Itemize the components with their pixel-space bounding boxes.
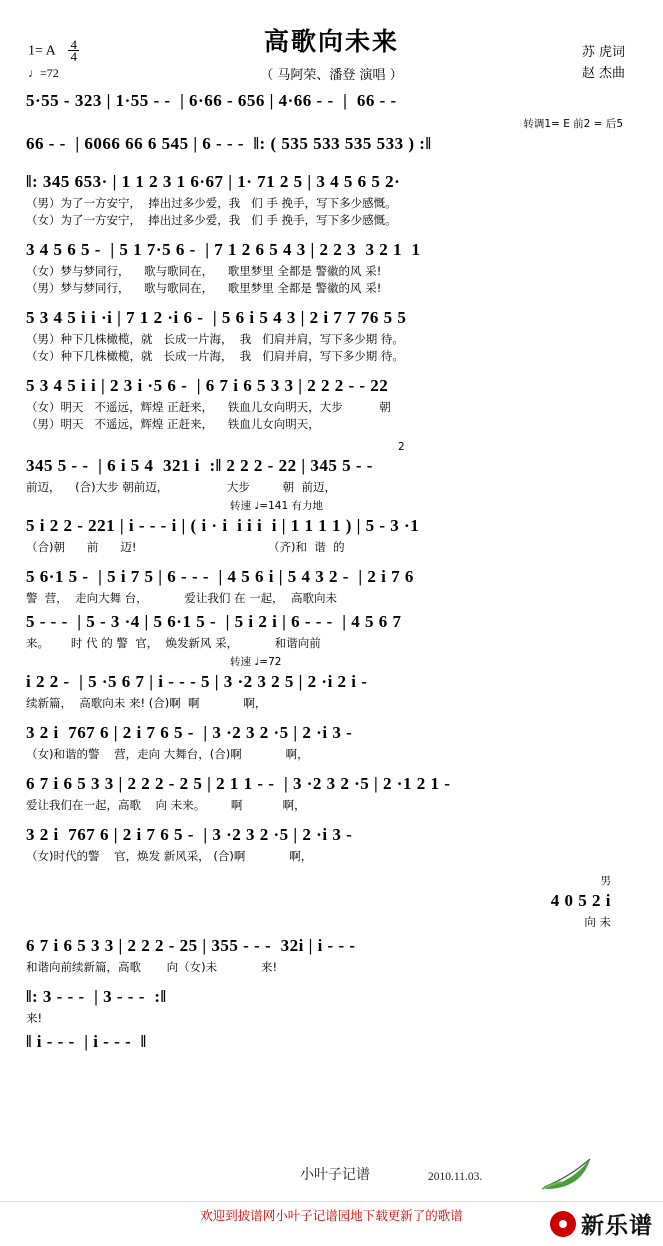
tempo-change-annotation-2: 转速 ♩=72 — [230, 656, 282, 668]
modulation-annotation: 转调1= E 前2 = 后5 — [523, 118, 623, 130]
note-row: 6 7 i 6 5 3 3 | 2 2 2 - 2 5 | 2 1 1 - - | 3 ·2 3 2 ·5 | 2 ·1 2 1 - — [26, 774, 451, 793]
composer-credit: 赵 杰曲 — [581, 66, 625, 81]
lyric-row: 警 营， 走向大舞 台， 爱让我们 在 一起， 高歌向未 — [26, 591, 337, 605]
lyric-row-male: （男）种下几株橄榄，就 长成一片海， 我 们肩并肩，写下多少期 待。 — [26, 332, 404, 346]
note-row: ‖: 3 - - - | 3 - - - :‖ — [26, 987, 167, 1006]
tempo-marking: ♩=72 — [28, 66, 59, 80]
lyric-row-female: （女）梦与梦同行， 歌与歌同在， 歌里梦里 全都是 警徽的风 采! — [26, 264, 382, 278]
lyric-row-male: （男）梦与梦同行， 歌与歌同在， 歌里梦里 全都是 警徽的风 采! — [26, 281, 382, 295]
music-line — [0, 564, 663, 607]
lyricist-credit: 苏 虎词 — [581, 45, 625, 60]
music-line — [0, 441, 663, 496]
tempo-change-annotation: 转速 ♩=141 有力地 — [230, 500, 323, 512]
record-disc-icon — [550, 1211, 576, 1237]
site-logo[interactable] — [550, 1207, 653, 1240]
second-ending-label: 2 — [398, 441, 405, 453]
key-signature-label: 1= A — [28, 43, 55, 59]
scribe-date: 2010.11.03. — [428, 1171, 483, 1183]
music-line — [0, 933, 663, 976]
lyric-row: 爱让我们在一起，高歌 向 未来。 啊 啊， — [26, 798, 306, 812]
music-line — [0, 669, 663, 712]
lyric-row-female: （女）明天 不遥远，辉煌 正赶来， 铁血儿女向明天，大步 朝 — [26, 400, 391, 414]
music-line — [0, 771, 663, 814]
time-signature-denominator: 4 — [70, 49, 77, 64]
lyric-row: （女)和谐的警 营，走向 大舞台，(合)啊 啊， — [26, 747, 309, 761]
site-banner-text: 欢迎到披谱网小叶子记谱园地下载更新了的歌谱 — [200, 1208, 463, 1223]
key-signature — [28, 37, 79, 64]
scribe-credit: 小叶子记谱 — [300, 1167, 370, 1183]
music-line — [0, 822, 663, 865]
lyric-row-male: （男）为了一方安宁， 捧出过多少爱，我 们 手 挽手，写下多少感慨。 — [26, 196, 397, 210]
music-line — [0, 984, 663, 1027]
note-row: ‖ i - - - | i - - - ‖ — [26, 1032, 147, 1051]
lyric-row: 和谐向前续新篇，高歌 向（女)未 来! — [26, 960, 278, 974]
note-row: 5 i 2 2 - 221 | i - - - i | ( i · i i i i i | 1 1 1 1 ) | 5 - 3 ·1 — [26, 516, 420, 535]
note-row: 5 3 4 5 i i | 2 3 i ·5 6 - | 6 7 i 6 5 3 3 | 2 2 2 - - 22 — [26, 376, 389, 395]
note-row: 3 2 i 767 6 | 2 i 7 6 5 - | 3 ·2 3 2 ·5 | 2 ·i 3 - — [26, 723, 353, 742]
note-row: 4 0 5 2 i — [550, 891, 611, 910]
note-row: 3 2 i 767 6 | 2 i 7 6 5 - | 3 ·2 3 2 ·5 | 2 ·i 3 - — [26, 825, 353, 844]
page-title: 高歌向未来 — [263, 27, 399, 56]
lyric-row: 续新篇， 高歌向未 来! (合)啊 啊 啊， — [26, 696, 267, 710]
note-row: 66 - - | 6066 66 6 545 | 6 - - - ‖: ( 535 533 535 533 ) :‖ — [26, 134, 432, 153]
lyric-row-male: （男）明天 不遥远，辉煌 正赶来， 铁血儿女向明天， — [26, 417, 320, 431]
music-line-pickup — [0, 873, 663, 931]
lyric-row-female: （女）为了一方安宁， 捧出过多少爱，我 们 手 挽手，写下多少感慨。 — [26, 213, 397, 227]
music-line — [0, 513, 663, 556]
leaf-icon — [540, 1155, 600, 1191]
music-line — [0, 373, 663, 433]
lyric-row: 向 未 — [584, 915, 611, 929]
music-line — [0, 720, 663, 763]
music-line — [0, 88, 663, 114]
music-line — [0, 237, 663, 297]
note-row: 345 5 - - | 6 i 5 4 321 i :‖ 2 2 2 - 22 | 345 5 - - — [26, 456, 373, 475]
lyric-row: 来! — [26, 1011, 43, 1025]
credits-block — [582, 42, 625, 84]
music-line — [0, 169, 663, 229]
note-row: 5 6·1 5 - | 5 i 7 5 | 6 - - - | 4 5 6 i | 5 4 3 2 - | 2 i 7 6 — [26, 567, 414, 586]
note-row: 3 4 5 6 5 - | 5 1 7·5 6 - | 7 1 2 6 5 4 3 | 2 2 3 3 2 1 1 — [26, 240, 421, 259]
note-row: 5 3 4 5 i i ·i | 7 1 2 ·i 6 - | 5 6 i 5 4 3 | 2 i 7 7 76 5 5 — [26, 308, 407, 327]
note-row: 6 7 i 6 5 3 3 | 2 2 2 - 25 | 355 - - - 32i | i - - - — [26, 936, 356, 955]
site-logo-text: 新乐谱 — [581, 1213, 653, 1239]
music-line — [0, 609, 663, 652]
note-row: 5·55 - 323 | 1·55 - - | 6·66 - 656 | 4·66 - - | 66 - - — [26, 91, 397, 110]
lyric-row-female: （女）种下几株橄榄，就 长成一片海， 我 们肩并肩，写下多少期 待。 — [26, 349, 404, 363]
music-body — [0, 88, 663, 1057]
performers-subtitle: （ 马阿荣、潘登 演唱 ） — [260, 68, 403, 83]
time-signature — [68, 39, 79, 62]
lyric-row: （女)时代的警 官，焕发 新风采， (合)啊 啊， — [26, 849, 313, 863]
lyric-row: 来。 时 代 的 警 官， 焕发新风 采， 和谐向前 — [26, 636, 321, 650]
lyric-row: 前迈， (合)大步 朝前迈， 大步 朝 前迈， — [26, 480, 336, 494]
footer-divider — [0, 1201, 663, 1202]
lyric-row: （合)朝 前 迈! （齐)和 谐 的 — [26, 540, 345, 554]
music-line — [0, 131, 663, 157]
note-row: ‖: 345 653· | 1 1 2 3 1 6·67 | 1· 71 2 5 | 3 4 5 6 5 2· — [26, 172, 401, 191]
music-line — [0, 305, 663, 365]
music-line — [0, 1029, 663, 1055]
note-row: 5 - - - | 5 - 3 ·4 | 5 6·1 5 - | 5 i 2 i | 6 - - - | 4 5 6 7 — [26, 612, 402, 631]
note-row: i 2 2 - | 5 ·5 6 7 | i - - - 5 | 3 ·2 3 2 5 | 2 ·i 2 i - — [26, 672, 368, 691]
male-part-label: 男 — [600, 875, 611, 887]
time-signature-numerator: 4 — [70, 37, 77, 52]
